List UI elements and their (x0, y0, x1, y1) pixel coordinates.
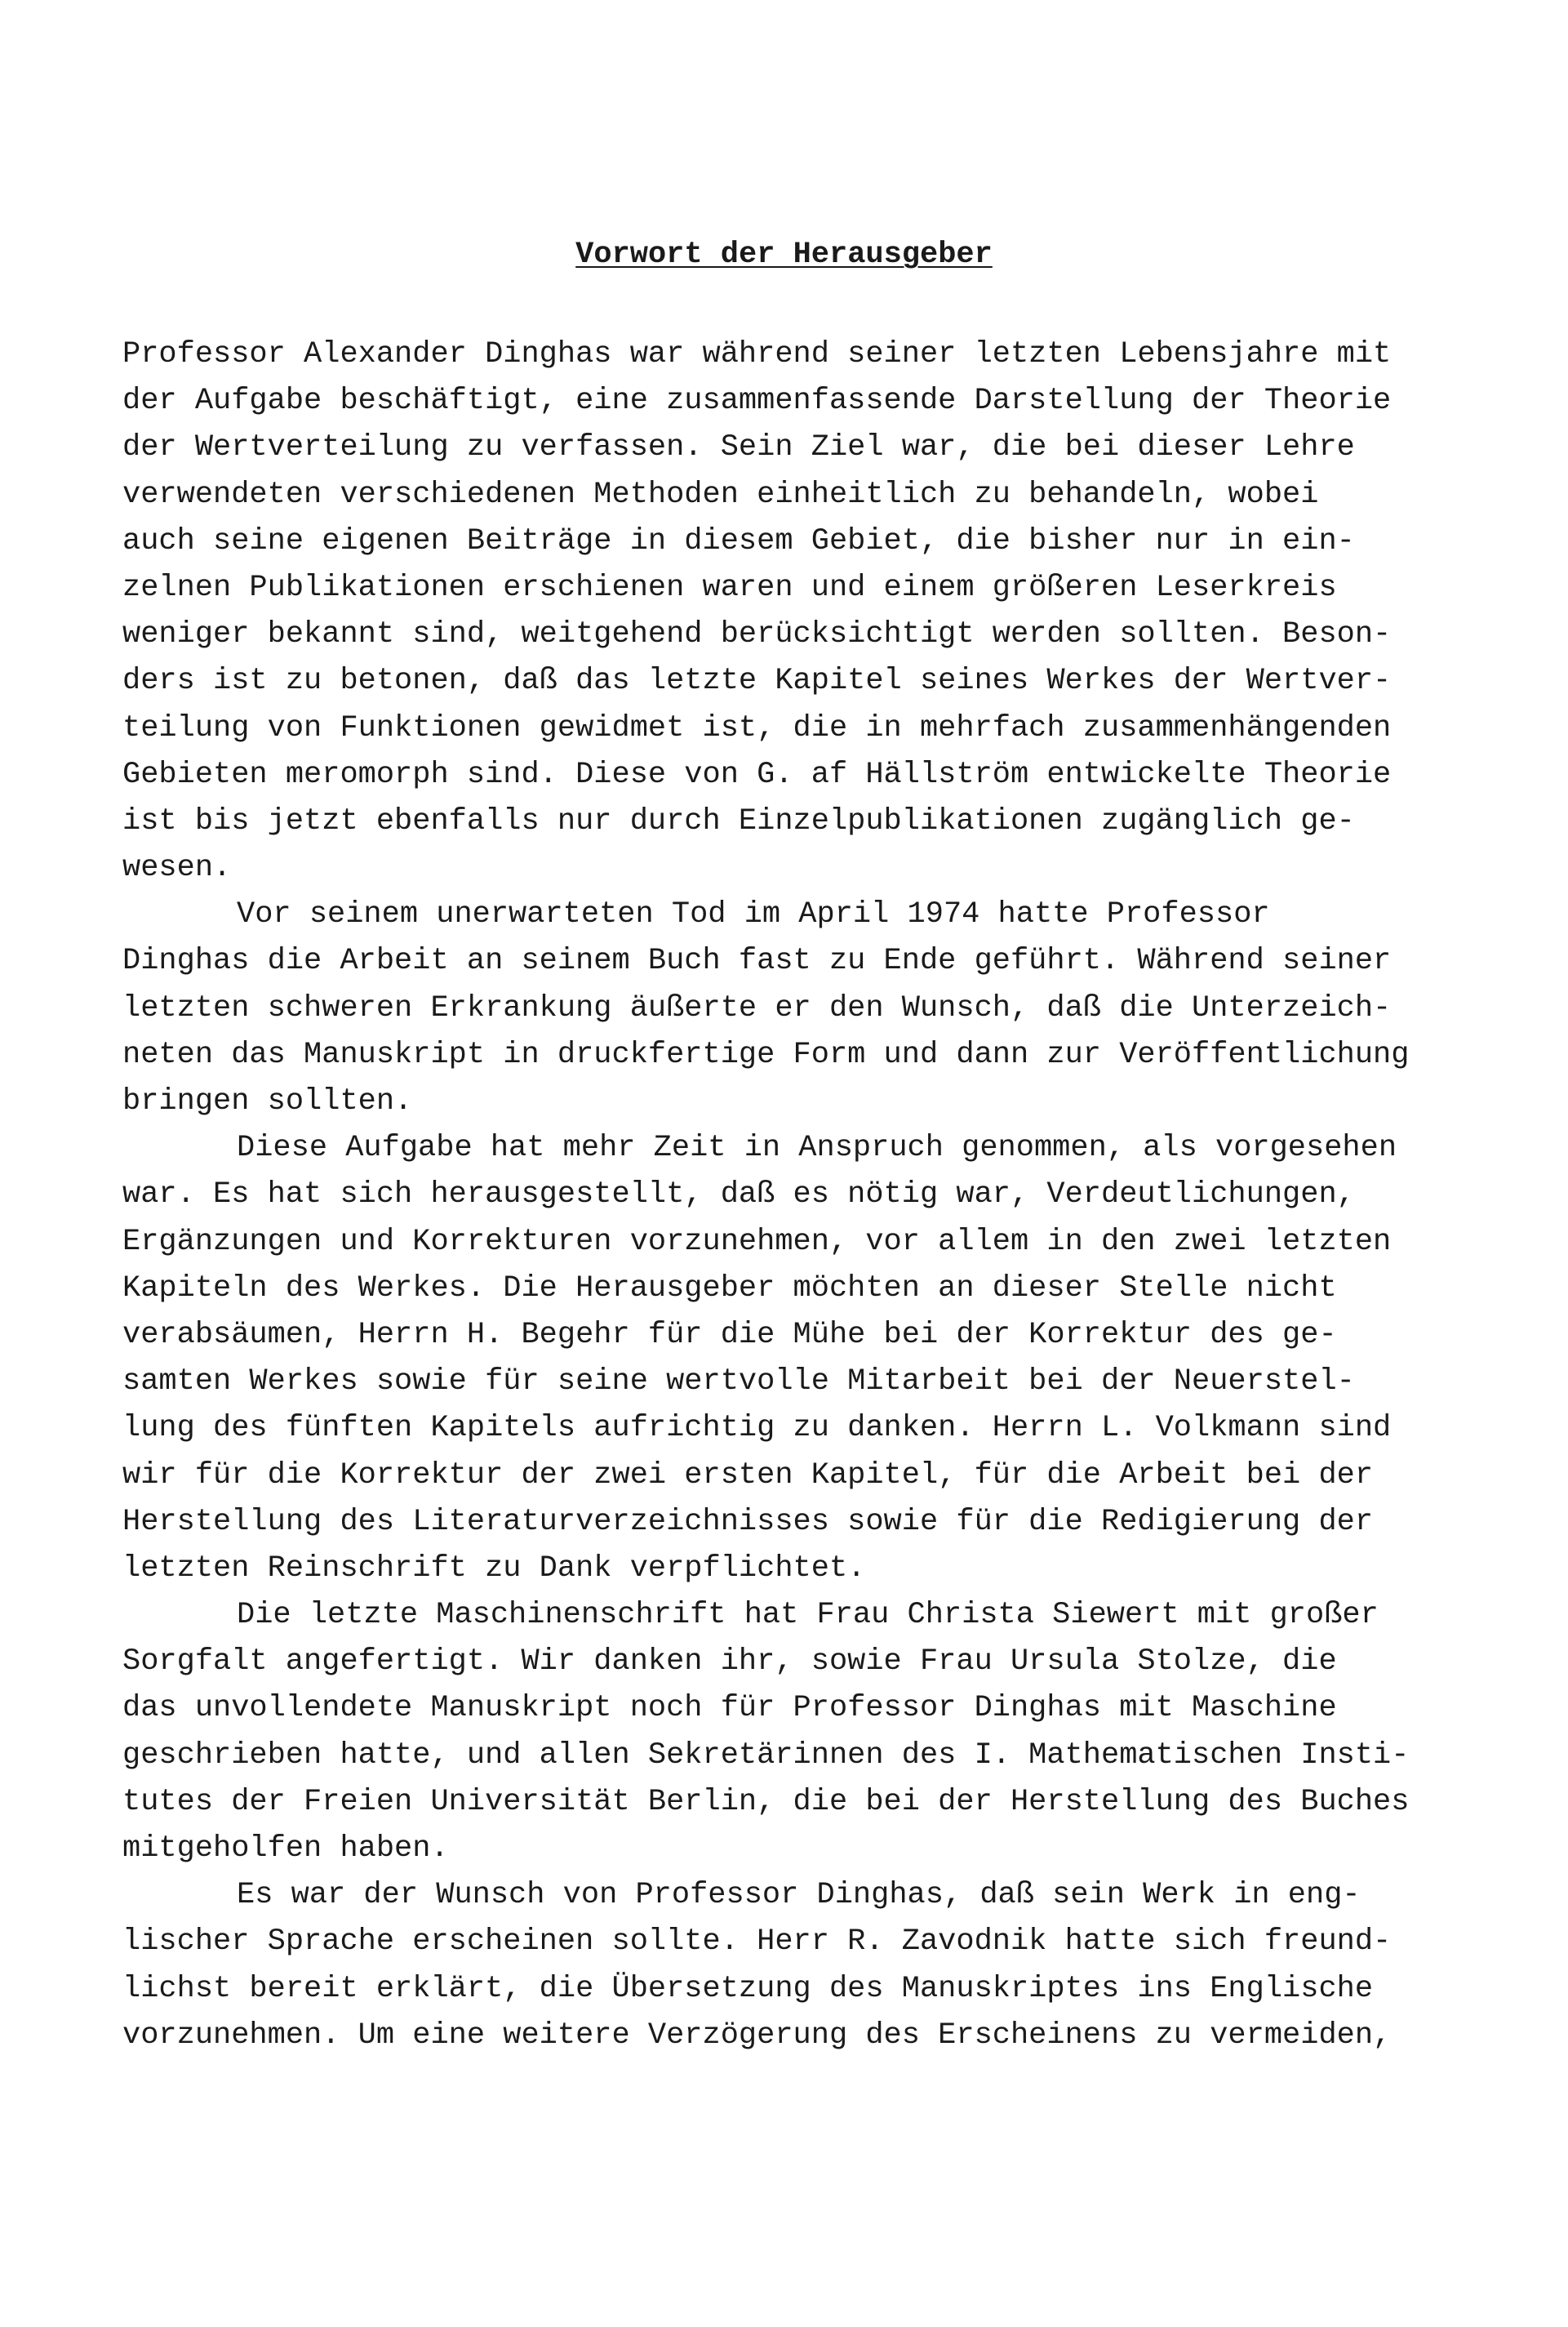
text-line: tutes der Freien Universität Berlin, die bei der Herstellung des Buches (122, 1784, 1410, 1819)
text-line: verabsäumen, Herrn H. Begehr für die Mühe bei der Korrektur des ge- (122, 1317, 1337, 1352)
text-line: Ergänzungen und Korrekturen vorzunehmen, vor allem in den zwei letzten (122, 1224, 1392, 1259)
text-line: wir für die Korrektur der zwei ersten Kapitel, für die Arbeit bei der (122, 1457, 1374, 1493)
text-line: samten Werkes sowie für seine wertvolle Mitarbeit bei der Neuerstel- (122, 1364, 1355, 1399)
text-line: teilung von Funktionen gewidmet ist, die in mehrfach zusammenhängenden (122, 710, 1392, 745)
text-line: neten das Manuskript in druckfertige Form und dann zur Veröffentlichung (122, 1037, 1410, 1072)
page-title (0, 235, 1568, 274)
text-line: Diese Aufgabe hat mehr Zeit in Anspruch genommen, als vorgesehen (237, 1131, 1397, 1166)
text-line: der Wertverteilung zu verfassen. Sein Ziel war, die bei dieser Lehre (122, 430, 1355, 465)
text-line: lischer Sprache erscheinen sollte. Herr R. Zavodnik hatte sich freund- (122, 1924, 1392, 1960)
text-line: Die letzte Maschinenschrift hat Frau Christa Siewert mit großer (237, 1598, 1379, 1633)
text-line: Sorgfalt angefertigt. Wir danken ihr, sowie Frau Ursula Stolze, die (122, 1644, 1337, 1680)
text-line: Professor Alexander Dinghas war während seiner letzten Lebensjahre mit (122, 337, 1392, 372)
text-line: lung des fünften Kapitels aufrichtig zu danken. Herrn L. Volkmann sind (122, 1411, 1392, 1446)
text-line: Gebieten meromorph sind. Diese von G. af Hällström entwickelte Theorie (122, 757, 1392, 792)
body-text (122, 331, 1469, 2059)
text-line: Es war der Wunsch von Professor Dinghas, daß sein Werk in eng- (237, 1878, 1361, 1913)
text-line: Dinghas die Arbeit an seinem Buch fast zu Ende geführt. Während seiner (122, 944, 1392, 979)
text-line: wesen. (122, 851, 232, 886)
text-line: vorzunehmen. Um eine weitere Verzögerung des Erscheinens zu vermeiden, (122, 2018, 1392, 2053)
text-line: zelnen Publikationen erschienen waren und einem größeren Leserkreis (122, 570, 1337, 605)
text-line: weniger bekannt sind, weitgehend berücksichtigt werden sollten. Beson- (122, 617, 1392, 652)
text-line: lichst bereit erklärt, die Übersetzung des Manuskriptes ins Englische (122, 1971, 1374, 2006)
text-line: Kapiteln des Werkes. Die Herausgeber möchten an dieser Stelle nicht (122, 1270, 1337, 1306)
text-line: geschrieben hatte, und allen Sekretärinnen des I. Mathematischen Insti- (122, 1737, 1410, 1773)
text-line: verwendeten verschiedenen Methoden einheitlich zu behandeln, wobei (122, 477, 1319, 512)
text-line: ders ist zu betonen, daß das letzte Kapitel seines Werkes der Wertver- (122, 664, 1392, 699)
text-line: das unvollendete Manuskript noch für Professor Dinghas mit Maschine (122, 1691, 1337, 1726)
text-line: mitgeholfen haben. (122, 1831, 449, 1866)
text-line: Herstellung des Literaturverzeichnisses sowie für die Redigierung der (122, 1504, 1374, 1539)
text-line: bringen sollten. (122, 1084, 413, 1119)
text-line: war. Es hat sich herausgestellt, daß es nötig war, Verdeutlichungen, (122, 1177, 1355, 1212)
page-title-text: Vorwort der Herausgeber (575, 238, 993, 272)
text-line: letzten Reinschrift zu Dank verpflichtet. (122, 1551, 866, 1586)
text-line: auch seine eigenen Beiträge in diesem Gebiet, die bisher nur in ein- (122, 523, 1355, 558)
text-line: der Aufgabe beschäftigt, eine zusammenfassende Darstellung der Theorie (122, 384, 1392, 419)
text-line: Vor seinem unerwarteten Tod im April 1974 hatte Professor (237, 897, 1270, 932)
text-line: letzten schweren Erkrankung äußerte er den Wunsch, daß die Unterzeich- (122, 990, 1392, 1026)
text-line: ist bis jetzt ebenfalls nur durch Einzelpublikationen zugänglich ge- (122, 803, 1355, 839)
